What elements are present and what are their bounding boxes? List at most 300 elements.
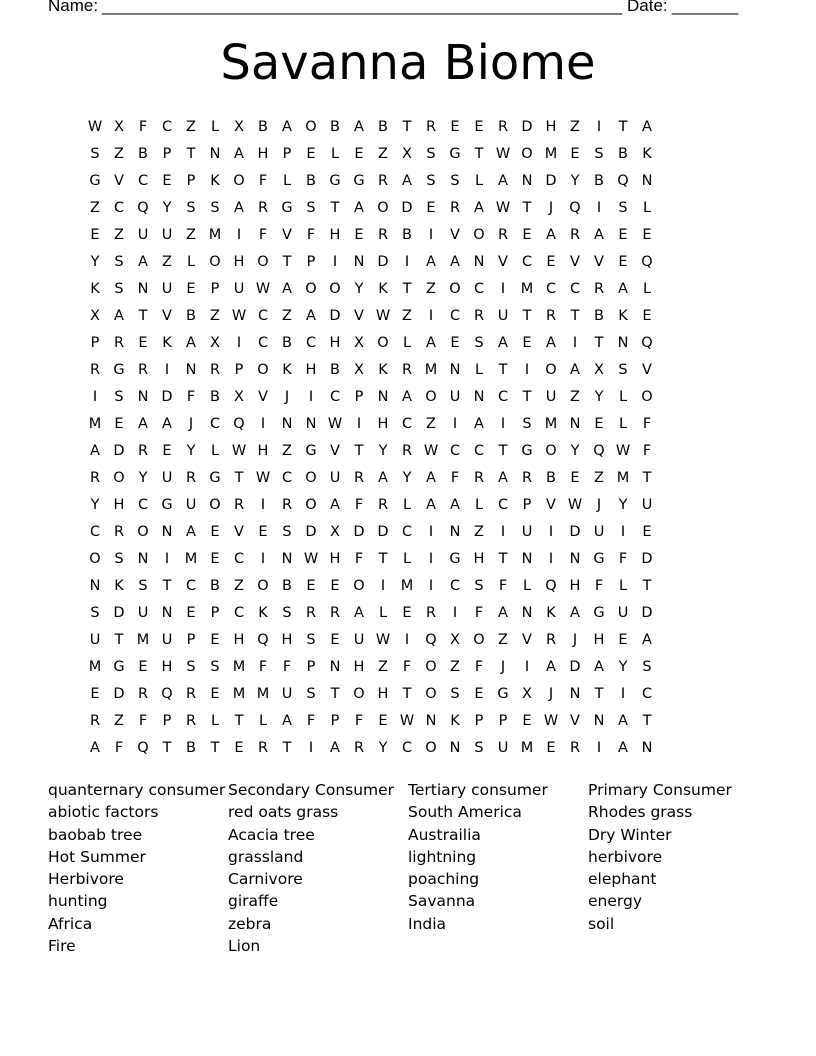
grid-cell: V: [258, 389, 268, 405]
grid-cell: G: [449, 146, 461, 162]
grid-cell: C: [89, 524, 101, 540]
grid-cell: B: [138, 146, 148, 162]
grid-cell: I: [452, 416, 458, 432]
grid-cell: S: [90, 146, 100, 162]
grid-cell: T: [114, 632, 124, 648]
grid-cell: Z: [474, 524, 484, 540]
grid-cell: A: [186, 524, 196, 540]
grid-cell: X: [210, 335, 220, 351]
grid-cell: U: [281, 686, 293, 702]
grid-cell: E: [114, 416, 124, 432]
grid-cell: T: [354, 443, 364, 459]
grid-cell: A: [90, 740, 100, 756]
grid-cell: J: [596, 497, 602, 513]
grid-row: [83, 303, 659, 330]
grid-row: [83, 735, 659, 762]
grid-cell: A: [306, 308, 316, 324]
word-list-item: Herbivore: [48, 870, 124, 889]
grid-cell: W: [543, 713, 559, 729]
grid-cell: Q: [161, 686, 173, 702]
name-blank-line: _______________________________________________________: [102, 0, 623, 15]
grid-cell: F: [618, 551, 628, 567]
grid-cell: E: [90, 686, 100, 702]
grid-cell: R: [401, 443, 413, 459]
grid-cell: I: [524, 362, 530, 378]
grid-cell: K: [378, 281, 388, 297]
grid-cell: S: [642, 659, 652, 675]
grid-cell: A: [378, 470, 388, 486]
grid-cell: D: [161, 389, 173, 405]
word-list-item: hunting: [48, 892, 108, 911]
grid-cell: S: [522, 416, 532, 432]
grid-cell: H: [329, 227, 341, 243]
grid-cell: Z: [114, 713, 124, 729]
grid-cell: D: [377, 524, 389, 540]
grid-cell: B: [378, 119, 388, 135]
grid-cell: E: [522, 713, 532, 729]
grid-cell: K: [378, 362, 388, 378]
grid-cell: A: [402, 173, 412, 189]
grid-cell: D: [521, 119, 533, 135]
grid-cell: X: [234, 389, 244, 405]
grid-cell: E: [570, 146, 580, 162]
grid-cell: P: [162, 146, 172, 162]
grid-cell: S: [186, 659, 196, 675]
word-list-item: Austrailia: [408, 825, 481, 844]
grid-cell: A: [474, 416, 484, 432]
grid-cell: Z: [114, 227, 124, 243]
grid-cell: A: [354, 200, 364, 216]
grid-cell: X: [402, 146, 412, 162]
grid-cell: T: [474, 146, 484, 162]
grid-cell: T: [402, 686, 412, 702]
grid-cell: E: [210, 551, 220, 567]
grid-cell: E: [618, 254, 628, 270]
grid-row: [83, 330, 659, 357]
grid-row: [83, 276, 659, 303]
grid-cell: L: [474, 497, 484, 513]
grid-cell: F: [594, 578, 604, 594]
grid-cell: I: [404, 254, 410, 270]
grid-cell: T: [402, 119, 412, 135]
grid-cell: S: [186, 200, 196, 216]
word-list-item: Tertiary consumer: [408, 781, 548, 799]
grid-cell: Q: [569, 200, 581, 216]
grid-cell: T: [330, 200, 340, 216]
word-list-item: energy: [588, 892, 643, 911]
word-list-item: Hot Summer: [48, 847, 146, 866]
grid-cell: V: [570, 254, 580, 270]
grid-cell: I: [428, 524, 434, 540]
grid-cell: G: [449, 551, 461, 567]
grid-cell: A: [498, 173, 508, 189]
grid-cell: A: [450, 254, 460, 270]
grid-cell: Q: [233, 416, 245, 432]
grid-cell: H: [353, 659, 365, 675]
grid-cell: R: [401, 362, 413, 378]
grid-cell: K: [546, 605, 556, 621]
grid-cell: Q: [641, 254, 653, 270]
grid-cell: H: [377, 416, 389, 432]
grid-cell: C: [281, 470, 293, 486]
grid-cell: C: [137, 497, 149, 513]
grid-cell: R: [185, 470, 197, 486]
grid-cell: O: [329, 281, 341, 297]
grid-cell: B: [186, 740, 196, 756]
grid-cell: Z: [282, 443, 292, 459]
word-list-item: abiotic factors: [48, 803, 159, 822]
grid-cell: O: [449, 281, 461, 297]
grid-cell: E: [306, 578, 316, 594]
grid-cell: Z: [114, 146, 124, 162]
grid-cell: A: [498, 605, 508, 621]
grid-cell: T: [186, 146, 196, 162]
grid-cell: C: [497, 389, 509, 405]
grid-cell: A: [426, 470, 436, 486]
grid-cell: I: [308, 740, 314, 756]
grid-cell: N: [377, 389, 389, 405]
grid-cell: F: [402, 659, 412, 675]
grid-cell: L: [474, 173, 484, 189]
word-list-item: Savanna: [408, 892, 476, 911]
grid-cell: W: [375, 632, 391, 648]
word-list-item: zebra: [228, 914, 272, 933]
grid-cell: A: [354, 605, 364, 621]
grid-cell: H: [473, 551, 485, 567]
grid-cell: H: [233, 254, 245, 270]
grid-cell: D: [401, 200, 413, 216]
word-list-item: grassland: [228, 847, 304, 866]
word-list-item: Primary Consumer: [588, 781, 732, 799]
grid-cell: Y: [378, 740, 388, 756]
grid-cell: O: [353, 686, 365, 702]
grid-cell: L: [210, 713, 220, 729]
grid-cell: Q: [641, 335, 653, 351]
grid-cell: Y: [402, 470, 412, 486]
grid-cell: S: [90, 605, 100, 621]
date-label: Date:: [627, 0, 668, 15]
grid-cell: R: [137, 362, 149, 378]
grid-cell: B: [282, 335, 292, 351]
grid-cell: A: [570, 362, 580, 378]
grid-cell: C: [209, 416, 221, 432]
grid-cell: C: [521, 254, 533, 270]
grid-cell: I: [596, 200, 602, 216]
grid-cell: E: [642, 524, 652, 540]
grid-cell: E: [330, 632, 340, 648]
grid-cell: R: [89, 713, 101, 729]
grid-cell: Z: [234, 578, 244, 594]
grid-cell: I: [260, 497, 266, 513]
grid-cell: A: [114, 308, 124, 324]
grid-cell: H: [593, 632, 605, 648]
grid-cell: A: [546, 227, 556, 243]
grid-row: [83, 654, 659, 681]
grid-cell: E: [474, 686, 484, 702]
grid-cell: I: [164, 362, 170, 378]
grid-cell: O: [425, 389, 437, 405]
grid-cell: T: [618, 119, 628, 135]
grid-cell: L: [330, 146, 340, 162]
grid-cell: I: [524, 659, 530, 675]
grid-cell: D: [113, 686, 125, 702]
grid-cell: U: [185, 497, 197, 513]
grid-cell: R: [257, 740, 269, 756]
grid-cell: N: [137, 551, 149, 567]
grid-cell: W: [423, 443, 439, 459]
grid-row: [83, 384, 659, 411]
grid-cell: N: [281, 551, 293, 567]
grid-cell: A: [642, 119, 652, 135]
grid-row: [83, 195, 659, 222]
grid-cell: L: [474, 362, 484, 378]
grid-cell: N: [569, 686, 581, 702]
grid-cell: I: [308, 389, 314, 405]
grid-cell: I: [332, 254, 338, 270]
grid-cell: R: [89, 362, 101, 378]
grid-cell: C: [257, 308, 269, 324]
grid-cell: A: [498, 335, 508, 351]
grid-cell: T: [282, 254, 292, 270]
grid-cell: O: [473, 632, 485, 648]
grid-cell: P: [306, 254, 316, 270]
grid-cell: E: [138, 659, 148, 675]
grid-cell: B: [258, 119, 268, 135]
grid-cell: B: [306, 173, 316, 189]
grid-cell: H: [569, 578, 581, 594]
word-list-item: baobab tree: [48, 825, 143, 844]
grid-cell: R: [545, 632, 557, 648]
grid-cell: T: [162, 578, 172, 594]
grid-cell: L: [402, 497, 412, 513]
grid-cell: S: [618, 362, 628, 378]
grid-cell: N: [449, 740, 461, 756]
grid-cell: F: [258, 659, 268, 675]
word-list-item: poaching: [408, 870, 480, 889]
grid-cell: Q: [137, 200, 149, 216]
grid-cell: V: [114, 173, 124, 189]
grid-cell: W: [495, 146, 511, 162]
grid-cell: F: [282, 659, 292, 675]
grid-cell: G: [89, 173, 101, 189]
grid-cell: A: [354, 119, 364, 135]
grid-cell: R: [89, 470, 101, 486]
grid-cell: R: [569, 227, 581, 243]
grid-cell: H: [161, 659, 173, 675]
grid-cell: A: [642, 632, 652, 648]
grid-cell: I: [260, 416, 266, 432]
grid-cell: R: [425, 119, 437, 135]
word-list-item: giraffe: [228, 892, 279, 911]
grid-row: [83, 114, 659, 141]
grid-cell: V: [498, 254, 508, 270]
grid-cell: R: [377, 227, 389, 243]
grid-cell: R: [257, 200, 269, 216]
grid-cell: G: [497, 686, 509, 702]
grid-cell: O: [137, 524, 149, 540]
grid-cell: Q: [617, 173, 629, 189]
grid-cell: V: [234, 524, 244, 540]
grid-cell: O: [425, 686, 437, 702]
grid-cell: H: [281, 632, 293, 648]
grid-cell: D: [641, 605, 653, 621]
grid-cell: T: [138, 308, 148, 324]
grid-cell: Z: [402, 308, 412, 324]
grid-cell: V: [450, 227, 460, 243]
word-list-item: Africa: [48, 914, 93, 933]
grid-cell: K: [114, 578, 124, 594]
grid-cell: M: [88, 659, 102, 675]
grid-cell: P: [282, 146, 292, 162]
grid-cell: S: [210, 200, 220, 216]
grid-cell: P: [162, 713, 172, 729]
grid-cell: F: [498, 578, 508, 594]
grid-cell: A: [474, 200, 484, 216]
grid-cell: V: [594, 254, 604, 270]
grid-cell: E: [522, 227, 532, 243]
grid-cell: G: [353, 173, 365, 189]
grid-row: [83, 627, 659, 654]
grid-cell: T: [522, 200, 532, 216]
word-list-item: herbivore: [588, 847, 663, 866]
grid-cell: U: [497, 308, 509, 324]
grid-cell: R: [281, 497, 293, 513]
grid-cell: B: [402, 227, 412, 243]
grid-cell: Z: [378, 659, 388, 675]
grid-cell: A: [330, 740, 340, 756]
grid-cell: I: [164, 551, 170, 567]
grid-cell: V: [522, 632, 532, 648]
grid-row: [83, 465, 659, 492]
grid-cell: N: [473, 389, 485, 405]
word-column: [408, 779, 588, 957]
grid-cell: I: [92, 389, 98, 405]
grid-cell: G: [161, 497, 173, 513]
grid-cell: C: [473, 443, 485, 459]
grid-cell: X: [354, 335, 364, 351]
grid-cell: S: [474, 740, 484, 756]
grid-cell: T: [234, 713, 244, 729]
grid-cell: X: [114, 119, 124, 135]
grid-cell: F: [138, 119, 148, 135]
grid-cell: Y: [570, 173, 580, 189]
grid-cell: I: [596, 119, 602, 135]
grid-cell: A: [570, 605, 580, 621]
grid-cell: N: [521, 551, 533, 567]
grid-cell: S: [594, 146, 604, 162]
grid-cell: L: [642, 200, 652, 216]
grid-cell: N: [89, 578, 101, 594]
grid-cell: U: [137, 605, 149, 621]
grid-cell: A: [426, 254, 436, 270]
grid-cell: U: [233, 281, 245, 297]
grid-row: [83, 519, 659, 546]
grid-cell: F: [306, 713, 316, 729]
grid-cell: T: [330, 686, 340, 702]
grid-cell: Y: [186, 443, 196, 459]
grid-cell: O: [305, 281, 317, 297]
word-list-item: Rhodes grass: [588, 803, 693, 822]
grid-cell: T: [594, 335, 604, 351]
grid-cell: N: [593, 713, 605, 729]
word-list-item: South America: [408, 803, 522, 822]
grid-cell: X: [234, 119, 244, 135]
grid-cell: S: [114, 389, 124, 405]
grid-cell: E: [138, 335, 148, 351]
grid-cell: D: [353, 524, 365, 540]
grid-cell: S: [114, 551, 124, 567]
grid-cell: K: [450, 713, 460, 729]
grid-cell: S: [306, 200, 316, 216]
grid-cell: B: [618, 146, 628, 162]
grid-row: [83, 141, 659, 168]
grid-cell: E: [90, 227, 100, 243]
word-list-item: India: [408, 914, 447, 933]
grid-cell: E: [546, 740, 556, 756]
grid-row: [83, 600, 659, 627]
grid-cell: Z: [570, 119, 580, 135]
grid-cell: C: [401, 740, 413, 756]
grid-cell: O: [473, 227, 485, 243]
grid-cell: L: [186, 254, 196, 270]
grid-cell: T: [234, 470, 244, 486]
grid-cell: B: [210, 389, 220, 405]
grid-cell: O: [89, 551, 101, 567]
grid-cell: S: [474, 578, 484, 594]
grid-row: [83, 546, 659, 573]
grid-cell: N: [473, 254, 485, 270]
grid-cell: Y: [378, 443, 388, 459]
word-column: [588, 779, 768, 957]
grid-cell: N: [281, 416, 293, 432]
grid-cell: I: [236, 227, 242, 243]
grid-cell: S: [210, 659, 220, 675]
grid-cell: C: [113, 200, 125, 216]
grid-cell: R: [425, 605, 437, 621]
grid-cell: T: [522, 389, 532, 405]
grid-row: [83, 438, 659, 465]
grid-cell: M: [544, 146, 558, 162]
grid-cell: X: [522, 686, 532, 702]
grid-cell: J: [548, 686, 554, 702]
grid-cell: D: [113, 605, 125, 621]
grid-cell: M: [136, 632, 150, 648]
grid-cell: D: [329, 308, 341, 324]
grid-cell: Y: [618, 659, 628, 675]
grid-cell: G: [329, 173, 341, 189]
grid-cell: P: [474, 713, 484, 729]
grid-cell: H: [305, 362, 317, 378]
grid-cell: O: [257, 578, 269, 594]
grid-cell: G: [209, 470, 221, 486]
grid-cell: Z: [498, 632, 508, 648]
grid-cell: R: [449, 200, 461, 216]
grid-cell: H: [329, 551, 341, 567]
grid-cell: B: [330, 119, 340, 135]
grid-cell: R: [185, 686, 197, 702]
grid-cell: Y: [354, 281, 364, 297]
grid-cell: C: [401, 524, 413, 540]
grid-cell: A: [546, 335, 556, 351]
grid-cell: H: [233, 632, 245, 648]
grid-cell: D: [641, 551, 653, 567]
grid-cell: C: [449, 443, 461, 459]
grid-cell: P: [186, 632, 196, 648]
grid-cell: E: [354, 146, 364, 162]
grid-cell: O: [425, 659, 437, 675]
grid-cell: E: [354, 227, 364, 243]
grid-cell: C: [473, 281, 485, 297]
